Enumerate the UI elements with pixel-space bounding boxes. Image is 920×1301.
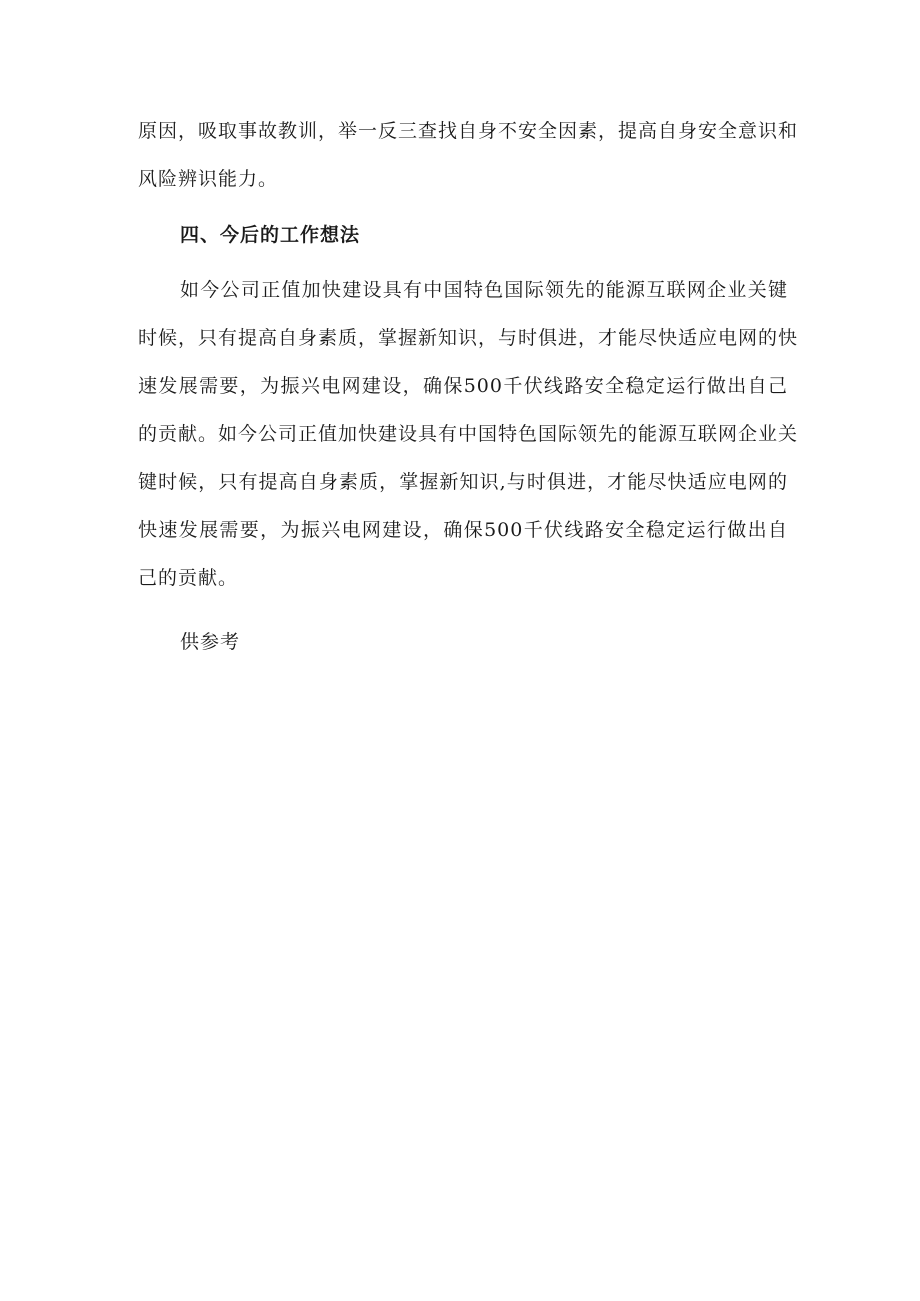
intro-paragraph-line: 风险辨识能力。 xyxy=(138,168,279,190)
main-paragraph-line: 己的贡献。 xyxy=(138,567,239,589)
main-paragraph-line: 键时候，只有提高自身素质，掌握新知识,与时俱进，才能尽快适应电网的 xyxy=(138,471,788,493)
closing-note: 供参考 xyxy=(180,631,241,653)
main-paragraph-line: 如今公司正值加快建设具有中国特色国际领先的能源互联网企业关键 xyxy=(180,279,788,301)
main-paragraph-line: 的贡献。如今公司正值加快建设具有中国特色国际领先的能源互联网企业关 xyxy=(138,423,799,445)
section-heading: 四、今后的工作想法 xyxy=(180,224,361,246)
main-paragraph-line: 快速发展需要，为振兴电网建设，确保500千伏线路安全稳定运行做出自 xyxy=(138,519,788,541)
main-paragraph-line: 时候，只有提高自身素质，掌握新知识，与时俱进，才能尽快适应电网的快 xyxy=(138,327,799,349)
main-paragraph-line: 速发展需要，为振兴电网建设，确保500千伏线路安全稳定运行做出自己 xyxy=(138,375,788,397)
intro-paragraph-line: 原因，吸取事故教训，举一反三查找自身不安全因素，提高自身安全意识和 xyxy=(138,120,799,142)
